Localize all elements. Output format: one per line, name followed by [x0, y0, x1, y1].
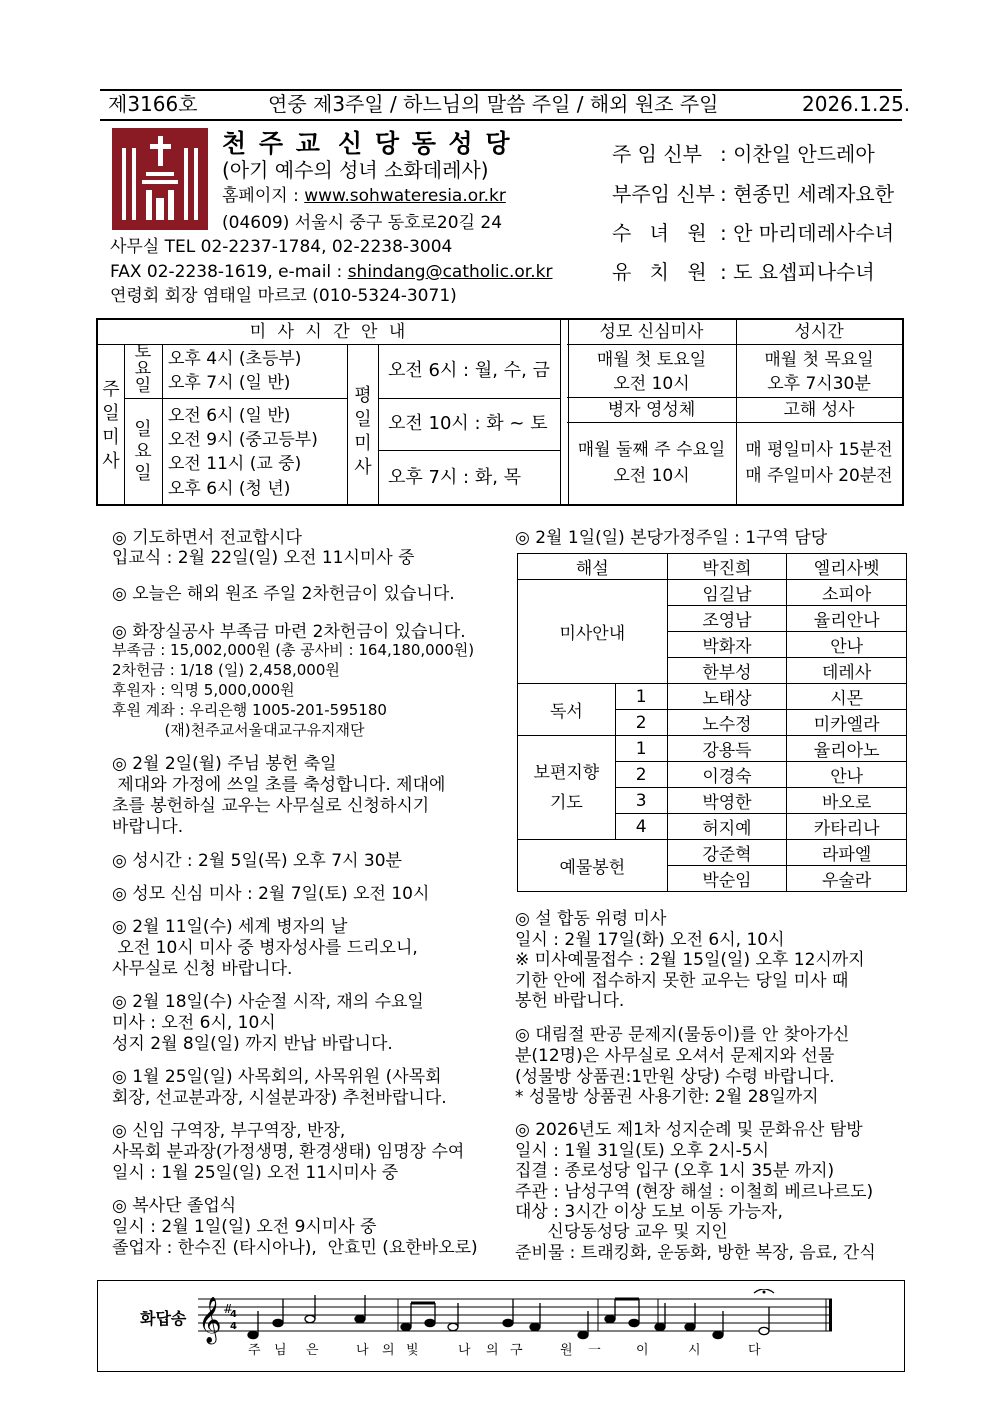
lyric: 은: [306, 1343, 319, 1358]
sunday-time-1: 오전 9시 (중고등부): [168, 430, 318, 450]
duty-number: 2: [615, 762, 667, 788]
lyric: 다: [748, 1343, 761, 1358]
svg-text:4: 4: [230, 1309, 237, 1320]
holy-hour-cell: [736, 345, 902, 398]
top-rule: [100, 89, 902, 91]
holy-hour-text-1: 오후 7시30분: [767, 374, 871, 394]
staff-role-1: 부주임 신부: [612, 182, 715, 206]
address: (04609) 서울시 중구 동호로20길 24: [222, 213, 503, 233]
duty-baptismal-name: 안나: [787, 632, 907, 658]
bulletin-date: 2026.1.25.: [802, 92, 911, 116]
council-contact: 연령회 회장 염태일 마르코 (010-5324-3071): [110, 286, 457, 306]
notice-4-line-0: 제대와 가정에 쓰일 초를 축성합니다. 제대에: [112, 775, 446, 795]
holy-hour-header: 성시간: [736, 320, 902, 345]
sick-text-1: 오전 10시: [613, 466, 690, 486]
weekday-mass-label: 평일미사: [354, 385, 372, 478]
homepage-label: 홈페이지 :: [222, 186, 305, 206]
duty-name: 한부성: [667, 658, 787, 684]
marian-mass-cell: [567, 345, 737, 398]
holy-hour-text-0: 매월 첫 목요일: [764, 350, 874, 370]
notice-10-head: ◎ 신임 구역장, 부구역장, 반장,: [112, 1121, 346, 1141]
duty-name: 노태상: [667, 684, 787, 710]
rnotice-3-line-3: 대상 : 3시간 이상 도보 이동 가능자,: [515, 1202, 783, 1222]
notice-4-line-1: 초를 봉헌하실 교우는 사무실로 신청하시기: [112, 796, 430, 816]
staff-role-0: 주 임 신부: [612, 142, 702, 166]
notice-3-head: ◎ 화장실공사 부족금 마련 2차헌금이 있습니다.: [112, 622, 466, 642]
notice-4-head: ◎ 2월 2일(월) 주님 봉헌 축일: [112, 754, 337, 774]
notice-3-line-2: 후원자 : 익명 5,000,000원: [112, 681, 295, 699]
notice-5-head: ◎ 성시간 : 2월 5일(목) 오후 7시 30분: [112, 851, 402, 871]
table-row: [518, 580, 907, 606]
bulletin-title: 연중 제3주일 / 하느님의 말씀 주일 / 해외 원조 주일: [268, 92, 719, 116]
fax-email-line: [110, 262, 552, 282]
weekday-time-1: 오전 10시 : 화 ~ 토: [388, 413, 548, 434]
duty-roster-table: [517, 553, 907, 892]
duty-baptismal-name: 우술라: [787, 866, 907, 892]
table-row: [518, 684, 907, 710]
duty-number: 2: [615, 710, 667, 736]
duty-baptismal-name: 율리안나: [787, 606, 907, 632]
notice-9-line-0: 회장, 선교분과장, 시설분과장) 추천바랍니다.: [112, 1088, 447, 1108]
duty-baptismal-name: 데레사: [787, 658, 907, 684]
confession-text-1: 매 주일미사 20분전: [745, 466, 893, 486]
sat-sun-divider: [162, 398, 347, 399]
parish-subtitle: (아기 예수의 성녀 소화데레사): [222, 158, 489, 182]
duty-name: 임길남: [667, 580, 787, 606]
weekday-mass-label-cell: [347, 344, 379, 504]
duty-name: 허지예: [667, 814, 787, 840]
staff-name-2: : 안 마리데레사수녀: [720, 221, 895, 245]
duty-name: 박순임: [667, 866, 787, 892]
lyric: 나: [458, 1343, 471, 1358]
lyric: 一: [588, 1343, 602, 1358]
psalm-label: 화답송: [140, 1309, 187, 1328]
staff-name-0: : 이찬일 안드레아: [720, 142, 875, 166]
rnotice-3-line-0: 일시 : 1월 31일(토) 오후 2시-5시: [515, 1141, 770, 1161]
notice-10-line-0: 사목회 분과장(가정생명, 환경생태) 임명장 수여: [112, 1142, 465, 1162]
prayer-label-cell: [518, 736, 616, 840]
svg-text:𝄞: 𝄞: [198, 1297, 222, 1343]
psalm-lyrics: [248, 1339, 848, 1359]
duty-name: 이경숙: [667, 762, 787, 788]
table-row: [518, 554, 907, 580]
notice-8-line-1: 성지 2월 8일(일) 까지 반납 바랍니다.: [112, 1034, 393, 1054]
lyric: 의: [486, 1343, 499, 1358]
duty-baptismal-name: 시몬: [787, 684, 907, 710]
rnotice-1-line-0: 일시 : 2월 17일(화) 오전 6시, 10시: [515, 930, 785, 950]
duty-title: ◎ 2월 1일(일) 본당가정주일 : 1구역 담당: [515, 528, 828, 548]
duty-number: 3: [615, 788, 667, 814]
notice-7-line-1: 사무실로 신청 바랍니다.: [112, 959, 293, 979]
table-row: [518, 736, 907, 762]
parish-name: 신 당 동 성 당: [338, 129, 512, 158]
mass-table-header: 미 사 시 간 안 내: [98, 320, 560, 345]
duty-number: 1: [615, 684, 667, 710]
sick-communion-cell: [567, 423, 737, 504]
sick-communion-header: 병자 영성체: [567, 398, 737, 423]
duty-name: 박영한: [667, 788, 787, 814]
lyric: 주: [248, 1343, 261, 1358]
notice-11-line-1: 졸업자 : 한수진 (타시아나), 안효민 (요한바오로): [112, 1238, 478, 1258]
staff-role-2: 수 녀 원: [612, 221, 713, 245]
fax-label: FAX 02-2238-1619, e-mail :: [110, 262, 348, 282]
rnotice-1-line-3: 봉헌 바랍니다.: [515, 991, 625, 1011]
staff-role-3: 유 치 원: [612, 260, 713, 284]
reading-label: 독서: [518, 684, 616, 736]
rnotice-3-line-4: 신당동성당 교우 및 지인: [515, 1222, 728, 1242]
duty-baptismal-name: 바오로: [787, 788, 907, 814]
notice-1-line-0: 입교식 : 2월 22일(일) 오전 11시미사 중: [112, 548, 415, 568]
notice-6-head: ◎ 성모 신심 미사 : 2월 7일(토) 오전 10시: [112, 884, 430, 904]
offering-label: 예물봉헌: [518, 840, 668, 892]
confession-cell: [736, 423, 902, 504]
duty-header-name: 박진희: [667, 554, 787, 580]
notice-3-line-1: 2차헌금 : 1/18 (일) 2,458,000원: [112, 661, 340, 679]
saturday-time-0: 오후 4시 (초등부): [168, 349, 302, 369]
duty-header-baptismal: 엘리사벳: [787, 554, 907, 580]
notice-4-line-2: 바랍니다.: [112, 817, 184, 837]
staff-name-3: : 도 요셉피나수녀: [720, 260, 875, 284]
sick-text-0: 매월 둘째 주 수요일: [577, 440, 726, 460]
rnotice-2-line-2: * 성물방 상품권 사용기한: 2월 28일까지: [515, 1087, 819, 1107]
notice-1-head: ◎ 기도하면서 전교합시다: [112, 528, 302, 548]
rnotice-2-line-1: (성물방 상품권:1만원 상당) 수령 바랍니다.: [515, 1067, 835, 1087]
notice-7-head: ◎ 2월 11일(수) 세계 병자의 날: [112, 917, 348, 937]
notice-2-head: ◎ 오늘은 해외 원조 주일 2차헌금이 있습니다.: [112, 584, 455, 604]
duty-baptismal-name: 율리아노: [787, 736, 907, 762]
duty-name: 조영남: [667, 606, 787, 632]
notice-3-line-4: (재)천주교서울대교구유지재단: [112, 721, 365, 739]
rnotice-2-head: ◎ 대림절 판공 문제지(물동이)를 안 찾아가신: [515, 1025, 850, 1045]
psalm-music-box: [97, 1280, 905, 1372]
header-rule: [100, 119, 902, 121]
lyric: 이: [636, 1343, 649, 1358]
lyric: 나: [356, 1343, 369, 1358]
marian-text-0: 매월 첫 토요일: [596, 350, 707, 370]
notice-9-head: ◎ 1월 25일(일) 사목회의, 사목위원 (사목회: [112, 1067, 442, 1087]
duty-name: 노수정: [667, 710, 787, 736]
duty-baptismal-name: 안나: [787, 762, 907, 788]
sunday-mass-label: 주일미사: [102, 379, 120, 472]
rnotice-1-head: ◎ 설 합동 위령 미사: [515, 909, 667, 929]
notice-11-line-0: 일시 : 2월 1일(일) 오전 9시미사 중: [112, 1217, 377, 1237]
duty-baptismal-name: 미카엘라: [787, 710, 907, 736]
marian-mass-header: 성모 신심미사: [567, 320, 737, 345]
sunday-day-label: 일요일: [134, 419, 152, 484]
parish-name-prefix: 천 주 교: [222, 129, 322, 158]
rnotice-1-line-1: ※ 미사예물접수 : 2월 15일(일) 오후 12시까지: [515, 950, 865, 970]
notice-3-line-3: 후원 계좌 : 우리은행 1005-201-595180: [112, 701, 387, 719]
duty-number: 1: [615, 736, 667, 762]
rnotice-2-line-0: 분(12명)은 사무실로 오셔서 문제지와 선물: [515, 1046, 835, 1066]
notice-8-line-0: 미사 : 오전 6시, 10시: [112, 1013, 276, 1033]
sunday-mass-label-cell: [98, 344, 125, 504]
notice-3-line-0: 부족금 : 15,002,000원 (총 공사비 : 164,180,000원): [112, 641, 475, 659]
rnotice-1-line-2: 기한 안에 접수하지 못한 교우는 당일 미사 때: [515, 971, 849, 991]
homepage-line: [222, 186, 506, 206]
office-phone: 사무실 TEL 02-2237-1784, 02-2238-3004: [110, 237, 453, 257]
notice-8-head: ◎ 2월 18일(수) 사순절 시작, 재의 수요일: [112, 992, 424, 1012]
sunday-time-2: 오전 11시 (교 중): [168, 454, 302, 474]
duty-name: 강용득: [667, 736, 787, 762]
mass-schedule-table: [96, 318, 904, 506]
notice-7-line-0: 오전 10시 미사 중 병자성사를 드리오니,: [112, 938, 418, 958]
weekday-divider-2: [378, 450, 560, 451]
duty-number: 4: [615, 814, 667, 840]
sunday-time-0: 오전 6시 (일 반): [168, 406, 291, 426]
lyric: 님: [274, 1343, 287, 1358]
homepage-link[interactable]: www.sohwateresia.or.kr: [304, 186, 506, 206]
sunday-day-label-cell: [124, 399, 163, 504]
rnotice-3-head: ◎ 2026년도 제1차 성지순례 및 문화유산 탐방: [515, 1120, 863, 1140]
key-signature: #: [223, 1302, 234, 1316]
lyric: 빛: [406, 1343, 419, 1358]
email-link[interactable]: shindang@catholic.or.kr: [347, 262, 553, 282]
staff-name-1: : 현종민 세례자요한: [720, 182, 895, 206]
duty-name: 박화자: [667, 632, 787, 658]
rnotice-3-line-2: 주관 : 남성구역 (현장 해설 : 이철희 베르나르도): [515, 1182, 874, 1202]
duty-baptismal-name: 라파엘: [787, 840, 907, 866]
saturday-label: 토요일: [134, 342, 152, 396]
prayer-label-1: 기도: [549, 792, 583, 813]
lyric: 의: [382, 1343, 395, 1358]
confession-text-0: 매 평일미사 15분전: [745, 440, 893, 460]
weekday-time-0: 오전 6시 : 월, 수, 금: [388, 360, 550, 381]
notice-11-head: ◎ 복사단 졸업식: [112, 1196, 237, 1216]
confession-header: 고해 성사: [736, 398, 902, 423]
issue-number: 제3166호: [108, 92, 198, 116]
duty-header-role: 해설: [518, 554, 668, 580]
church-logo: [112, 128, 208, 230]
svg-text:4: 4: [230, 1321, 237, 1332]
saturday-time-1: 오후 7시 (일 반): [168, 373, 291, 393]
duty-baptismal-name: 카타리나: [787, 814, 907, 840]
table-row: [518, 840, 907, 866]
notice-10-line-1: 일시 : 1월 25일(일) 오전 11시미사 중: [112, 1163, 399, 1183]
sunday-time-3: 오후 6시 (청 년): [168, 479, 291, 499]
marian-text-1: 오전 10시: [613, 374, 690, 394]
duty-name: 강준혁: [667, 840, 787, 866]
weekday-time-2: 오후 7시 : 화, 목: [388, 467, 522, 488]
prayer-label-0: 보편지향: [533, 762, 600, 783]
lyric: 원: [560, 1343, 573, 1358]
saturday-label-cell: [124, 344, 163, 399]
duty-baptismal-name: 소피아: [787, 580, 907, 606]
weekday-divider-1: [378, 398, 560, 399]
rnotice-3-line-1: 집결 : 종로성당 입구 (오후 1시 35분 까지): [515, 1161, 835, 1181]
lyric: 구: [510, 1343, 523, 1358]
lyric: 시: [688, 1343, 701, 1358]
rnotice-3-line-5: 준비물 : 트래킹화, 운동화, 방한 복장, 음료, 간식: [515, 1243, 876, 1263]
mass-guide-label: 미사안내: [518, 580, 668, 684]
